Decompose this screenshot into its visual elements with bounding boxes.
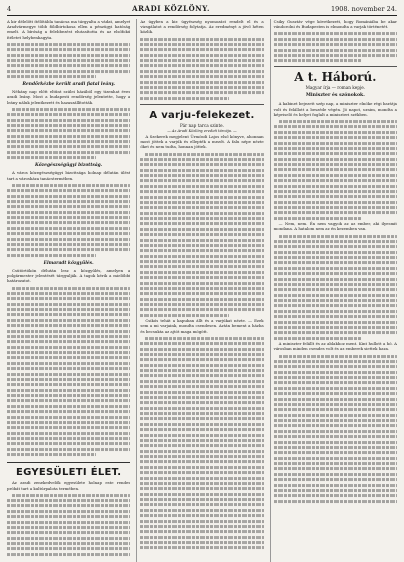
article-text: A város közegészségügyi bizottsága holnap délután ülést tart a városháza tanácstermében. [7, 170, 131, 181]
serial-subtitle: Magyar írja — roman kepje. [305, 85, 366, 91]
article-text: Az aradi zenekedvelők egyesülete holnap este rendes próbát tart a kultúrpalota termében. [7, 480, 131, 491]
article-text: — Nem, nem. Én nem vagyok az az ember, aki ilyesmit mondana. A hatalom nem az én kezemben van. [273, 221, 397, 232]
feuilleton-subtitle: Pár nap tarca szinte. [180, 122, 224, 128]
article-heading: Rendőrkézbe került aradi fiatal leány. [22, 82, 115, 88]
article-heading: Közegészségügyi bizottság. [35, 163, 103, 169]
serial-title: A t. Háború. [294, 70, 377, 85]
article-text: Az ügyben a kir. ügyészség nyomozást rendelt el és a vizsgálatot a rendőrség folytatja. Az eredményt a jövő héten közlik. [140, 19, 264, 35]
column-1 [7, 19, 130, 562]
article-heading: Elmaradt közgyűlés. [43, 260, 94, 266]
feuilleton-credit: — Az Aradi Közlöny eredeti tárcája. — [167, 128, 237, 133]
feuilleton-title: A varju-felekezet. [149, 109, 255, 121]
article-text: Néhány nap előtt eltűnt szülei házából egy tizenhat éves aradi leány. Most a budapesti rendőrség jelentette, hogy a leány náluk jelentkezett és hazaszállították. [7, 89, 131, 105]
article-text: Csikós tehát a kapuban állt és a varjúkat nézte. — Ezek sem a mi varjaink, mondta csendesen. Aztán bement a házba és becsukta az ajtót maga mögött. [140, 318, 264, 334]
section-heading: EGYESÜLETI ÉLET. [7, 462, 130, 478]
article-text: A Szekerek megjelent Ürmösdi Lajos első könyve, ahonnan most jöttek a varjúk és ellepték a mezőt. A falu népe nézte őket és nem tudta, honnan jöttek. [140, 133, 264, 150]
article-text: Csütörtökön délután lesz a közgyűlés, amelyen a polgármester jelentését tárgyalják. A tagok kérik a mielőbbi határozatot. [7, 267, 131, 284]
chapter-heading: Miniszter és szónokok. [305, 93, 365, 99]
paper-title: ARADI KÖZLÖNY. [132, 4, 211, 13]
page-number: 4 [7, 5, 12, 13]
article-text: Csiky Gusztáv vége következett, hogy Romániába be akar vándorolni és Budapesten is elmondta a varjak történetét. [273, 19, 397, 30]
masthead [7, 4, 397, 16]
article-text: A kabinet bejezett szép nap, a miniszter elnöke régi barátja volt és felállott a beszéde végén. Jó napot, uraim, mondta a képviselő és helyet foglalt a miniszteri székben. [273, 101, 397, 117]
column-2 [136, 19, 263, 562]
article-text: A miniszter felállt és az ablakhoz ment. Kint hullott a hó. A városban minden csendes volt és az emberek siettek haza. [273, 341, 397, 352]
column-3 [270, 19, 397, 562]
article-text: A kir délelőtt ítélőtábla tanácsa ma tárgyalta a vádat, amelyet Aradvármegye több földbirtokosa ellen a pénzügyi hatóság emelt. A bíróság a felebbezést elutasította és az elsőfokú ítéletet helybenhagyta. [7, 19, 131, 40]
issue-date: 1908. november 24. [331, 5, 397, 13]
